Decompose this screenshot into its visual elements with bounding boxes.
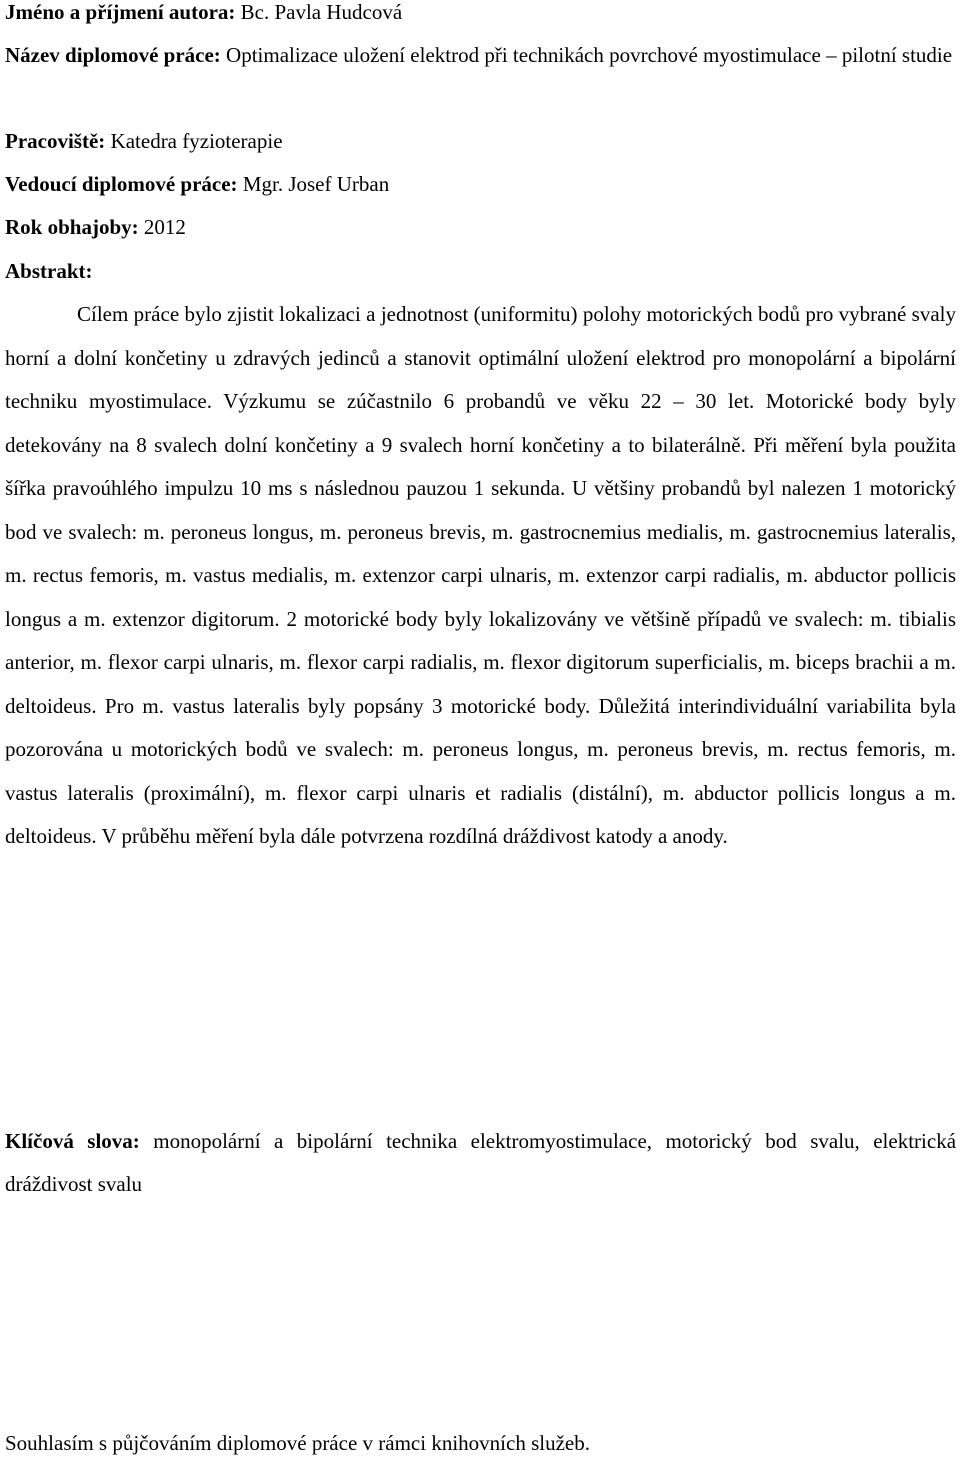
supervisor-value: Mgr. Josef Urban <box>242 172 390 196</box>
supervisor-label: Vedoucí diplomové práce: <box>5 172 238 196</box>
keywords-value: monopolární a bipolární technika elektromyostimulace, motorický bod svalu, elektrická dráždivost svalu <box>5 1129 957 1196</box>
library-consent: Souhlasím s půjčováním diplomové práce v rámci knihovních služeb. <box>5 1431 590 1455</box>
keywords-label: Klíčová slova: <box>5 1129 140 1153</box>
defense-year-label: Rok obhajoby: <box>5 215 139 239</box>
thesis-title-line <box>5 34 956 77</box>
thesis-title-label: Název diplomové práce: <box>5 43 221 67</box>
author-value: Bc. Pavla Hudcová <box>240 0 403 24</box>
workplace-label: Pracoviště: <box>5 129 106 153</box>
author-line <box>5 0 956 25</box>
workplace-value: Katedra fyzioterapie <box>110 129 283 153</box>
workplace-line <box>5 128 956 154</box>
defense-year-value: 2012 <box>143 215 186 239</box>
abstract-heading-line <box>5 258 956 284</box>
supervisor-line <box>5 171 956 197</box>
abstract-heading: Abstrakt: <box>5 259 93 283</box>
abstract-text: Cílem práce bylo zjistit lokalizaci a jednotnost (uniformitu) polohy motorických bodů pro vybrané svaly horní a dolní končetiny u zdravých jedinců a stanovit optimální uložení elektrod pro monopolární a bipolární techniku myostimulace. Výzkumu se zúčastnilo 6 probandů ve věku 22 – 30 let. Motorické body byly detekovány na 8 svalech dolní končetiny a 9 svalech horní končetiny a to bilaterálně. Při měření byla použita šířka pravoúhlého impulzu 10 ms s následnou pauzou 1 sekunda. U většiny probandů byl nalezen 1 motorický bod ve svalech: m. peroneus longus, m. peroneus brevis, m. gastrocnemius medialis, m. gastrocnemius lateralis, m. rectus femoris, m. vastus medialis, m. extenzor carpi ulnaris, m. extenzor carpi radialis, m. abductor pollicis longus a m. extenzor digitorum. 2 motorické body byly lokalizovány ve většině případů ve svalech: m. tibialis anterior, m. flexor carpi ulnaris, m. flexor carpi radialis, m. flexor digitorum superficialis, m. biceps brachii a m. deltoideus. Pro m. vastus lateralis byly popsány 3 motorické body. Důležitá interindividuální variabilita byla pozorována u motorických bodů ve svalech: m. peroneus longus, m. peroneus brevis, m. rectus femoris, m. vastus lateralis (proximální), m. flexor carpi ulnaris et radialis (distální), m. abductor pollicis longus a m. deltoideus. V průběhu měření byla dále potvrzena rozdílná dráždivost katody a anody. <box>5 302 956 848</box>
defense-year-line <box>5 214 956 240</box>
author-label: Jméno a příjmení autora: <box>5 0 236 24</box>
keywords-paragraph <box>5 1120 956 1206</box>
thesis-title-value: Optimalizace uložení elektrod při technikách povrchové myostimulace – pilotní studie <box>226 43 953 67</box>
